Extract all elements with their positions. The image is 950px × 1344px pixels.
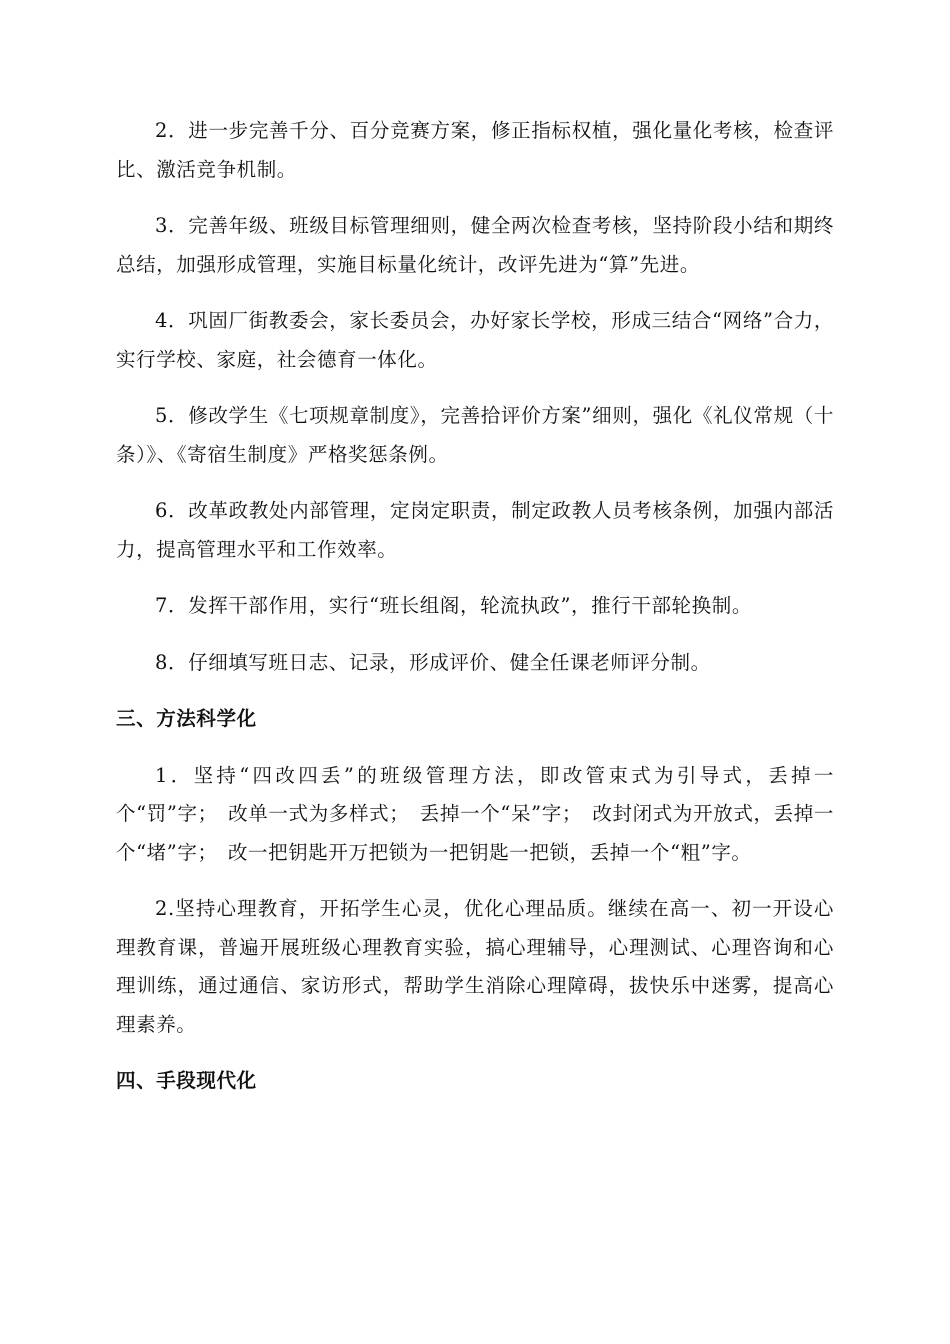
paragraph-3-2: 2.坚持心理教育，开拓学生心灵，优化心理品质。继续在高一、初一开设心理教育课，普遍开展班级心理教育实验，搞心理辅导，心理测试、心理咨询和心理训练，通过通信、家访形式，帮助学生消除心理障碍，拔快乐中迷雾，提高心理素养。 [116,897,834,1036]
paragraph-2-3: 3．完善年级、班级目标管理细则，健全两次检查考核，坚持阶段小结和期终总结，加强形成管理，实施目标量化统计，改评先进为“算”先进。 [116,214,834,276]
paragraph-3-1: 1．坚持“四改四丢”的班级管理方法，即改管束式为引导式，丢掉一个“罚”字； 改单一式为多样式； 丢掉一个“呆”字； 改封闭式为开放式，丢掉一个“堵”字； 改一把钥匙开万把锁为一把钥匙一把锁，丢掉一个“粗”字。 [116,763,834,864]
section-heading-3: 三、方法科学化 [116,707,257,730]
paragraph-2-5: 5．修改学生《七项规章制度》，完善拾评价方案”细则，强化《礼仪常规（十条）》、《寄宿生制度》严格奖惩条例。 [116,404,834,466]
paragraph-2-6: 6．改革政教处内部管理，定岗定职责，制定政教人员考核条例，加强内部活力，提高管理水平和工作效率。 [116,499,834,561]
paragraph-2-7: 7．发挥干部作用，实行“班长组阁，轮流执政”，推行干部轮换制。 [155,594,752,617]
paragraph-2-8: 8．仔细填写班日志、记录，形成评价、健全任课老师评分制。 [155,650,711,674]
section-heading-4: 四、手段现代化 [116,1069,257,1092]
document-body [116,112,834,1119]
paragraph-2-4: 4．巩固厂街教委会，家长委员会，办好家长学校，形成三结合“网络”合力，实行学校、家庭，社会德育一体化。 [116,309,834,371]
paragraph-2-2: 2．进一步完善千分、百分竞赛方案，修正指标权植，强化量化考核，检查评比、激活竞争机制。 [116,119,834,181]
